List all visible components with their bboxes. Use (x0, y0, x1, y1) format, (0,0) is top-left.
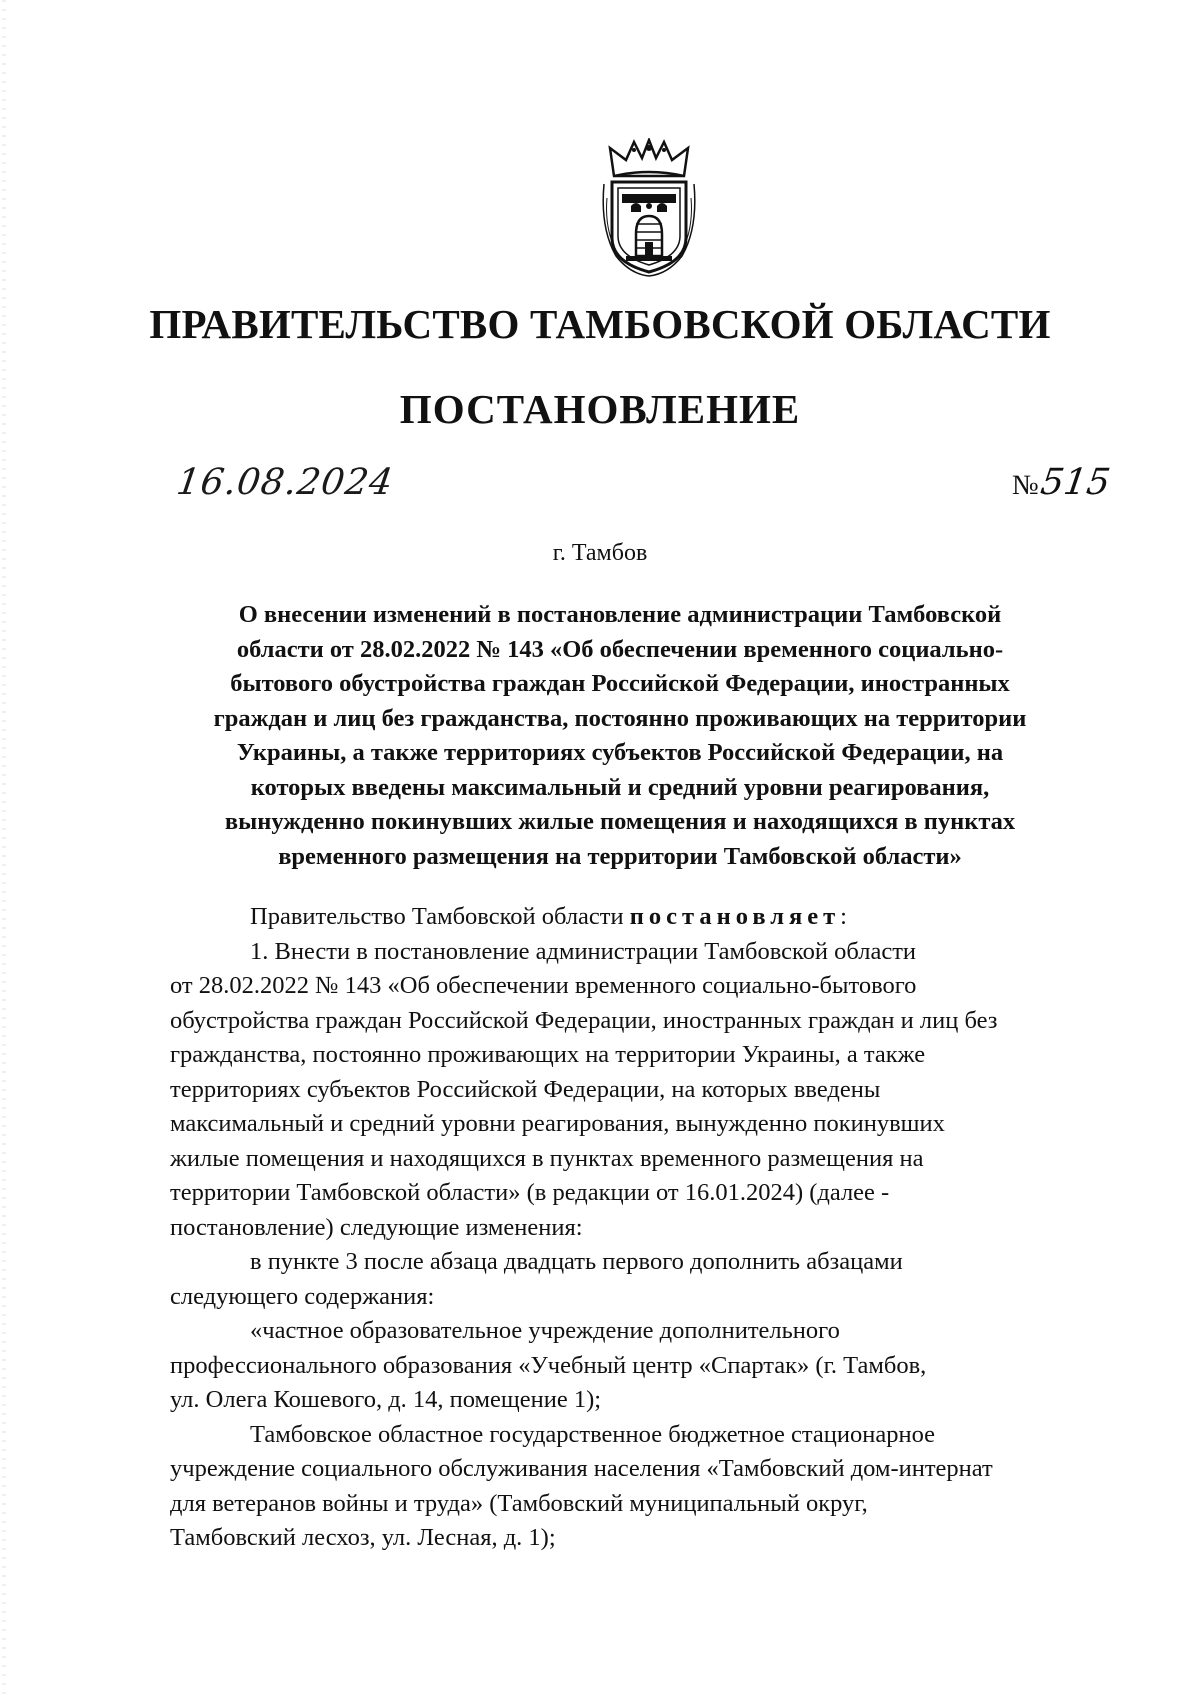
quote2-line: учреждение социального обслуживания населения «Тамбовский дом-интернат (170, 1455, 993, 1482)
document-type-title: ПОСТАНОВЛЕНИЕ (399, 386, 801, 432)
subject-line: граждан и лиц без гражданства, постоянно проживающих на территории (213, 704, 1027, 732)
scan-edge-marks (2, 0, 6, 1697)
document-body (170, 900, 1140, 1556)
handwritten-date: 16.08.2024 (174, 462, 397, 503)
document-subject (180, 598, 1060, 874)
handwritten-number: 515 (1037, 462, 1113, 503)
quote2-line: для ветеранов войны и труда» (Тамбовский муниципальный округ, (170, 1489, 868, 1517)
item1-line: постановление) следующие изменения: (170, 1213, 583, 1241)
quote1-line: профессионального образования «Учебный центр «Спартак» (г. Тамбов, (170, 1351, 927, 1379)
preamble-text: Правительство Тамбовской области (250, 903, 630, 930)
preamble-colon: : (840, 903, 847, 930)
preamble-action: постановляет (629, 903, 841, 930)
subject-line: Украины, а также территориях субъектов Российской Федерации, на (236, 739, 1004, 766)
item1-line: территориях субъектов Российской Федерации, на которых введены (170, 1075, 881, 1103)
tambov-coat-of-arms-icon (596, 138, 702, 278)
item1-line: гражданства, постоянно проживающих на территории Украины, а также (170, 1041, 926, 1068)
document-number (1012, 462, 1113, 503)
subject-line: бытового обустройства граждан Российской Федерации, иностранных (230, 670, 1010, 697)
quote2-line: Тамбовский лесхоз, ул. Лесная, д. 1); (170, 1524, 556, 1551)
point3-line: следующего содержания: (170, 1282, 435, 1310)
quote1-line: ул. Олега Кошевого, д. 14, помещение 1); (170, 1386, 602, 1413)
point3-line: в пункте 3 после абзаца двадцать первого дополнить абзацами (250, 1248, 903, 1275)
subject-line: вынужденно покинувших жилые помещения и находящихся в пунктах (224, 808, 1016, 835)
item1-line: жилые помещения и находящихся в пунктах временного размещения на (170, 1144, 924, 1172)
subject-line: О внесении изменений в постановление администрации Тамбовской (238, 601, 1002, 628)
subject-line: которых введены максимальный и средний уровни реагирования, (250, 773, 990, 801)
item1-line: максимальный и средний уровни реагирования, вынужденно покинувших (170, 1110, 945, 1137)
quote1-line: «частное образовательное учреждение дополнительного (250, 1317, 840, 1344)
quote2-line: Тамбовское областное государственное бюджетное стационарное (250, 1420, 936, 1448)
item1-line: от 28.02.2022 № 143 «Об обеспечении временного социально-бытового (170, 972, 917, 999)
item1-line: 1. Внести в постановление администрации Тамбовской области (250, 937, 917, 965)
subject-line: области от 28.02.2022 № 143 «Об обеспечении временного социально- (236, 635, 1004, 663)
item1-line: обустройства граждан Российской Федерации, иностранных граждан и лиц без (170, 1006, 998, 1034)
preamble-paragraph (170, 900, 1140, 935)
number-prefix: № (1012, 470, 1039, 501)
organization-title: ПРАВИТЕЛЬСТВО ТАМБОВСКОЙ ОБЛАСТИ (149, 301, 1051, 347)
subject-line: временного размещения на территории Тамбовской области» (278, 842, 962, 870)
item1-line: территории Тамбовской области» (в редакции от 16.01.2024) (далее - (170, 1179, 890, 1206)
city-line: г. Тамбов (552, 540, 648, 566)
